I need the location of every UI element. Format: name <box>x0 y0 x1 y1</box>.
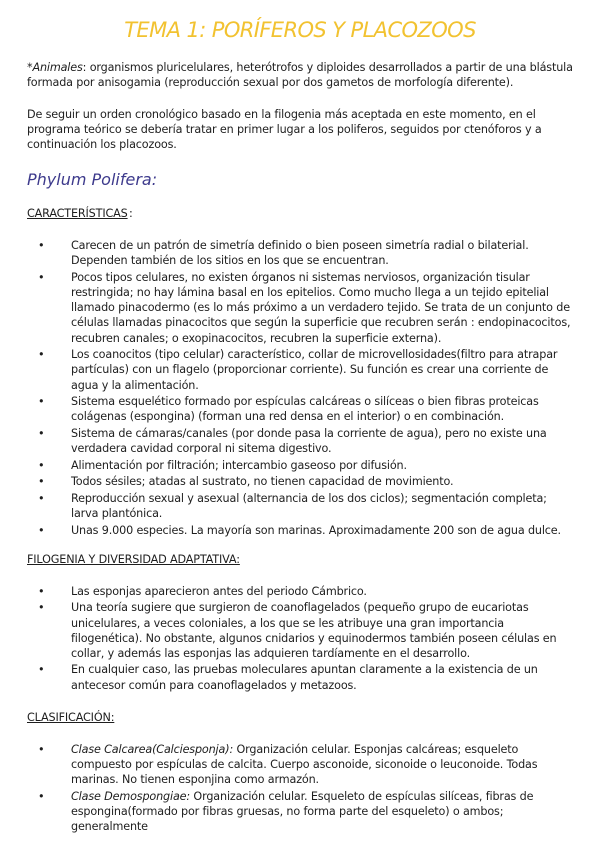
list-item: • Sistema de cámaras/canales (por donde pasa la corriente de agua), pero no existe una verdadera cavidad corporal ni sitema digestivo. <box>0 426 600 456</box>
caracteristicas-list <box>0 238 600 539</box>
list-item: • Carecen de un patrón de simetría definido o bien poseen simetría radial o bilaterial. Dependen también de los sitios en los que se encuentran. <box>0 238 600 268</box>
list-item: • Unas 9.000 especies. La mayoría son marinas. Aproximadamente 200 son de agua dulce. <box>0 523 600 538</box>
caracteristicas-colon: : <box>129 207 133 220</box>
list-item: • Clase Demospongiae: Organización celular. Esqueleto de espículas silíceas, fibras de espongina(formado por fibras gruesas, no forma parte del esqueleto) o ambos; generalmente <box>0 789 600 835</box>
clase-demospongiae-term: Clase Demospongiae: <box>71 789 191 803</box>
page-title: TEMA 1: PORÍFEROS Y PLACOZOOS <box>124 18 476 42</box>
caracteristicas-heading: CARACTERÍSTICAS <box>27 207 128 220</box>
anisogamia-term: anisogamia <box>97 76 161 90</box>
filogenia-heading: FILOGENIA Y DIVERSIDAD ADAPTATIVA: <box>27 553 240 566</box>
list-item: • Las esponjas aparecieron antes del periodo Cámbrico. <box>0 584 600 599</box>
list-item: • Una teoría sugiere que surgieron de coanoflagelados (pequeño grupo de eucariotas unicelulares, a veces coloniales, a los que se les atribuye una gran importancia filogenética). No obstante, algunos cnidarios y equinodermos también poseen células en collar, y además las esponjas las adquieren tardíamente en el desarrollo. <box>0 600 600 661</box>
list-item: • En cualquier caso, las pruebas moleculares apuntan claramente a la existencia de un antecesor común para coanoflagelados y metazoos. <box>0 662 600 692</box>
phylum-heading: Phylum Polifera: <box>27 170 158 189</box>
periodo-cambrico-term: periodo Cámbrico <box>266 585 364 598</box>
clasificacion-list <box>0 742 600 836</box>
list-item: • Sistema esquelético formado por espículas calcáreas o silíceas o bien fibras proteicas colágenas (espongina) (forman una red densa en el interior) o en combinación. <box>0 394 600 424</box>
list-item: • Pocos tipos celulares, no existen órganos ni sistemas nerviosos, organización tisular restringida; no hay lámina basal en los epitelios. Como mucho llega a un tejido epitelial llamado pinacodermo (es lo más próximo a un verdadero tejido. Se trata de un conjunto de células llamadas pinacocitos que según la superficie que recubren serán : endopinacocitos, recubren canales; o exopinacocitos, recubren la superficie externa). <box>0 270 600 346</box>
clasificacion-heading: CLASIFICACIÓN: <box>27 711 115 724</box>
sesiles-term: sésiles <box>105 475 142 489</box>
list-item: • Los coanocitos (tipo celular) característico, collar de microvellosidades(filtro para atrapar partículas) con un flagelo (proporcionar corriente). Su función es crear una corriente de agua y la alimentación. <box>0 347 600 393</box>
coanocitos-term: coanocitos <box>92 348 152 362</box>
list-item: • Reproducción sexual y asexual (alternancia de los dos ciclos); segmentación completa; larva plantónica. <box>0 491 600 521</box>
espiculas-term: espículas <box>255 395 306 409</box>
pinacodermo-term: pinacodermo <box>118 301 190 315</box>
list-item: • Clase Calcarea(Calciesponja): Organización celular. Esponjas calcáreas; esqueleto compuesto por espículas de calcita. Cuerpo asconoide, siconoide o leuconoide. Todas marinas. No tienen esponjina como armazón. <box>0 742 600 788</box>
coanoflagelados-term: coanoflagelados <box>270 601 360 615</box>
intro-animales-paragraph: *Animales: organismos pluricelulares, heterótrofos y diploides desarrollados a partir de una blástula formada por anisogamia (reproducción sexual por dos gametos de morfología diferente). <box>27 61 573 90</box>
list-item: • Todos sésiles; atadas al sustrato, no tienen capacidad de movimiento. <box>0 474 600 489</box>
animales-term: *Animales <box>27 61 83 74</box>
clase-calcarea-term: Clase Calcarea(Calciesponja): <box>71 743 234 756</box>
filogenia-list <box>0 584 600 694</box>
intro-order-paragraph: De seguir un orden cronológico basado en la filogenia más aceptada en este momento, en el programa teórico se debería tratar en primer lugar a los poliferos, seguidos por ctenóforos y a continuación los placozoos. <box>27 108 542 152</box>
list-item: • Alimentación por filtración; intercambio gaseoso por difusión. <box>0 458 600 473</box>
